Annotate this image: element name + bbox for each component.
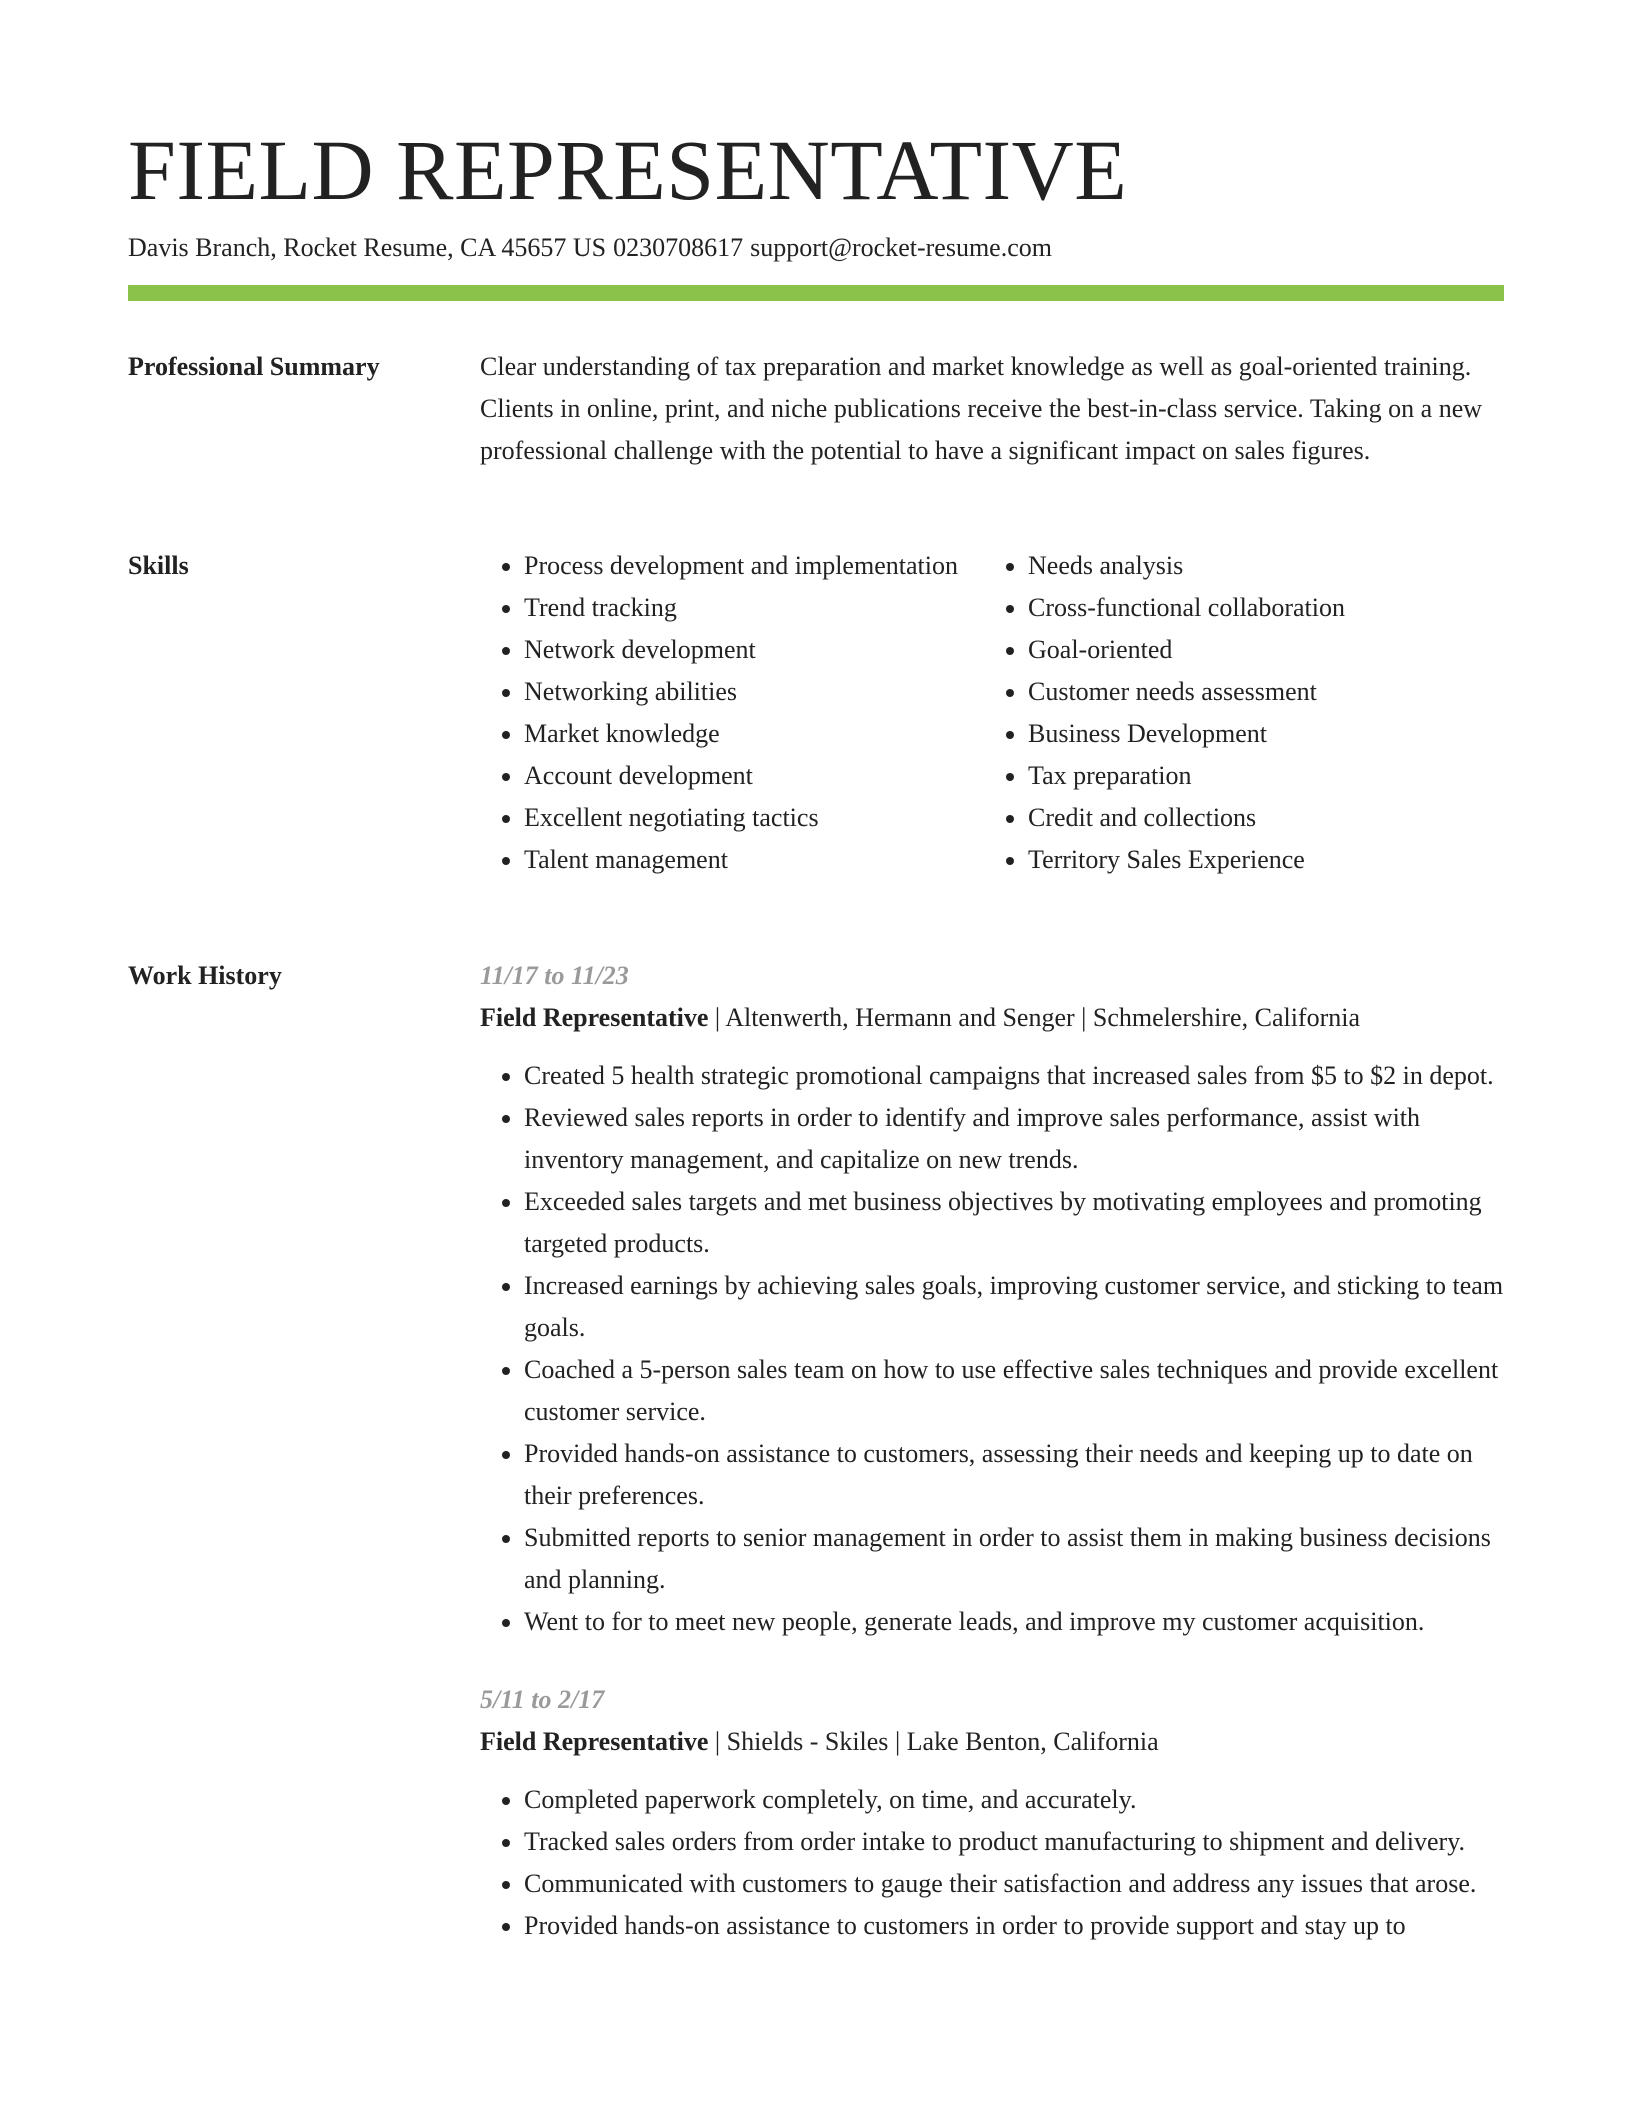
header-divider	[128, 285, 1504, 301]
contact-phone: 0230708617	[613, 233, 744, 262]
skill-item: • Process development and implementation	[524, 545, 984, 587]
skills-body	[480, 545, 1504, 881]
job-duty-item: • Completed paperwork completely, on time, and accurately.	[524, 1779, 1504, 1821]
skill-item: • Business Development	[1028, 713, 1488, 755]
skill-item: • Cross-functional collaboration	[1028, 587, 1488, 629]
skill-item: • Talent management	[524, 839, 984, 881]
work-history-heading: Work History	[128, 961, 282, 990]
job-duty-item: • Provided hands-on assistance to customers in order to provide support and stay up to	[524, 1905, 1504, 1947]
skill-item: • Market knowledge	[524, 713, 984, 755]
job-company: Shields - Skiles	[726, 1727, 889, 1756]
skill-item: • Needs analysis	[1028, 545, 1488, 587]
summary-text: Clear understanding of tax preparation and market knowledge as well as goal-oriented training. Clients in online, print, and niche publications receive the best-in-class service. Taking on a new professional challenge with the potential to have a significant impact on sales figures.	[480, 352, 1483, 465]
skill-item: • Network development	[524, 629, 984, 671]
contact-email[interactable]: support@rocket-resume.com	[750, 233, 1052, 262]
job-duty-item: • Increased earnings by achieving sales goals, improving customer service, and sticking to team goals.	[524, 1265, 1504, 1349]
skills-heading: Skills	[128, 551, 189, 580]
summary-body	[480, 346, 1504, 472]
skills-list-right	[984, 545, 1488, 881]
job-duties-list	[480, 1055, 1504, 1643]
job-heading-line: Field Representative | Altenwerth, Hermann and Senger | Schmelershire, California	[480, 1003, 1361, 1032]
job-title: Field Representative	[480, 1003, 709, 1032]
skill-item: • Credit and collections	[1028, 797, 1488, 839]
summary-heading: Professional Summary	[128, 352, 380, 381]
skill-item: • Territory Sales Experience	[1028, 839, 1488, 881]
skill-item: • Tax preparation	[1028, 755, 1488, 797]
skill-item: • Networking abilities	[524, 671, 984, 713]
job-dates: 11/17 to 11/23	[480, 961, 629, 990]
job-duty-item: • Created 5 health strategic promotional campaigns that increased sales from $5 to $2 in depot.	[524, 1055, 1504, 1097]
contact-line	[128, 230, 1052, 266]
job-title: Field Representative	[480, 1727, 709, 1756]
candidate-name: FIELD REPRESENTATIVE	[128, 122, 1128, 218]
job-duties-list	[480, 1779, 1504, 1947]
work-history-body	[480, 955, 1504, 1947]
job-heading-line: Field Representative | Shields - Skiles | Lake Benton, California	[480, 1727, 1159, 1756]
job-company: Altenwerth, Hermann and Senger	[725, 1003, 1075, 1032]
skill-item: • Customer needs assessment	[1028, 671, 1488, 713]
job-duty-item: • Submitted reports to senior management in order to assist them in making business decisions and planning.	[524, 1517, 1504, 1601]
job-duty-item: • Exceeded sales targets and met business objectives by motivating employees and promoting targeted products.	[524, 1181, 1504, 1265]
job-dates: 5/11 to 2/17	[480, 1685, 605, 1714]
job-location: Schmelershire, California	[1092, 1003, 1361, 1032]
skill-item: • Account development	[524, 755, 984, 797]
job-entry	[480, 955, 1504, 1643]
skill-item: • Trend tracking	[524, 587, 984, 629]
skill-item: • Goal-oriented	[1028, 629, 1488, 671]
job-entry	[480, 1679, 1504, 1947]
job-duty-item: • Tracked sales orders from order intake to product manufacturing to shipment and delivery.	[524, 1821, 1504, 1863]
job-duty-item: • Provided hands-on assistance to customers, assessing their needs and keeping up to date on their preferences.	[524, 1433, 1504, 1517]
job-duty-item: • Coached a 5-person sales team on how to use effective sales techniques and provide excellent customer service.	[524, 1349, 1504, 1433]
skill-item: • Excellent negotiating tactics	[524, 797, 984, 839]
job-duty-item: • Went to for to meet new people, generate leads, and improve my customer acquisition.	[524, 1601, 1504, 1643]
contact-address: Davis Branch, Rocket Resume, CA 45657 US	[128, 233, 607, 262]
skills-columns	[480, 545, 1504, 881]
skills-list-left	[480, 545, 984, 881]
job-location: Lake Benton, California	[906, 1727, 1159, 1756]
job-duty-item: • Reviewed sales reports in order to identify and improve sales performance, assist with inventory management, and capitalize on new trends.	[524, 1097, 1504, 1181]
job-duty-item: • Communicated with customers to gauge their satisfaction and address any issues that arose.	[524, 1863, 1504, 1905]
